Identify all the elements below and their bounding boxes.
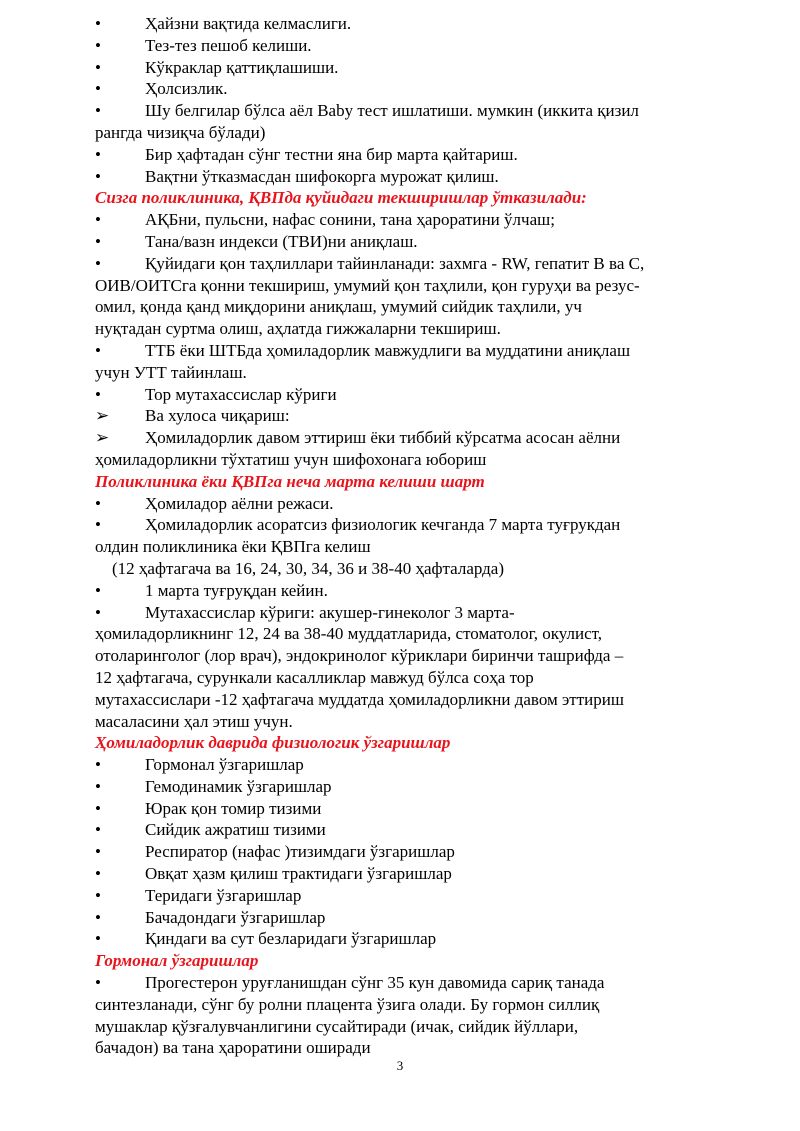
continuation-text: олдин поликлиника ёки ҚВПга келиш	[95, 537, 371, 557]
bullet-text: Теридаги ўзгаришлар	[145, 885, 302, 905]
bullet-text: Ва хулоса чиқариш:	[145, 406, 290, 426]
bullet-icon: •	[95, 340, 101, 360]
bullet-text: Сийдик ажратиш тизими	[145, 820, 326, 840]
continuation-text: синтезланади, сўнг бу ролни плацента ўзига олади. Бу гормон силлиқ	[95, 994, 600, 1014]
continuation-text: нуқтадан суртма олиш, аҳлатда гижжаларни текшириш.	[95, 319, 501, 339]
bullet-icon: •	[95, 515, 101, 535]
bullet-item	[95, 209, 707, 231]
bullet-item	[95, 13, 707, 35]
bullet-item	[95, 253, 707, 275]
bullet-item	[95, 166, 707, 188]
bullet-icon: •	[95, 253, 101, 273]
bullet-text: Кўкраклар қаттиқлашиши.	[145, 57, 339, 77]
bullet-text: Вақтни ўтказмасдан шифокорга мурожат қилиш.	[145, 166, 499, 186]
bullet-item	[95, 57, 707, 79]
continuation-text: рангда чизиқча бўлади)	[95, 122, 266, 142]
bullet-text: Овқат ҳазм қилиш трактидаги ўзгаришлар	[145, 864, 452, 884]
bullet-text: ТТБ ёки ШТБда ҳомиладорлик мавжудлиги ва муддатини аниқлаш	[145, 340, 631, 360]
bullet-icon: •	[95, 35, 101, 55]
continuation-text: учун УТТ тайинлаш.	[95, 362, 247, 382]
bullet-icon: •	[95, 798, 101, 818]
bullet-text: 1 марта туғруқдан кейин.	[145, 580, 328, 600]
continuation-text: мушаклар қўзғалувчанлигини сусайтиради (ичак, сийдик йўллари,	[95, 1016, 579, 1036]
bullet-text: Қиндаги ва сут безларидаги ўзгаришлар	[145, 929, 437, 949]
bullet-icon: •	[95, 973, 101, 993]
bullet-icon: •	[95, 907, 101, 927]
bullet-icon: •	[95, 144, 101, 164]
bullet-icon: •	[95, 14, 101, 33]
bullet-item	[95, 863, 707, 885]
page-number: 3	[396, 1058, 404, 1073]
bullet-item	[95, 35, 707, 57]
bullet-icon: •	[95, 776, 101, 796]
indented-text: (12 ҳафтагача ва 16, 24, 30, 34, 36 и 38-40 ҳафталарда)	[112, 558, 504, 578]
bullet-text: Гормонал ўзгаришлар	[145, 755, 304, 775]
bullet-text: Гемодинамик ўзгаришлар	[145, 776, 332, 796]
bullet-icon: •	[95, 79, 101, 99]
bullet-text: Ҳомиладорлик асоратсиз физиологик кечганда 7 марта туғрукдан	[145, 515, 621, 535]
bullet-item	[95, 493, 707, 515]
bullet-text: Қуйидаги қон таҳлиллари тайинланади: захмга - RW, гепатит В ва С,	[145, 253, 645, 273]
continuation-text: масаласини ҳал этиш учун.	[95, 711, 293, 731]
bullet-item	[95, 776, 707, 798]
bullet-icon: •	[95, 166, 101, 186]
bullet-item	[95, 384, 707, 406]
bullet-item	[95, 754, 707, 776]
bullet-item	[95, 602, 707, 624]
continuation-text: ҳомиладорликнинг 12, 24 ва 38-40 муддатларида, стоматолог, окулист,	[95, 624, 603, 644]
bullet-item	[95, 100, 707, 122]
bullet-text: Тез-тез пешоб келиши.	[145, 35, 312, 55]
bullet-icon: •	[95, 210, 101, 230]
bullet-text: Бир ҳафтадан сўнг тестни яна бир марта қайтариш.	[145, 144, 518, 164]
bullet-icon: •	[95, 929, 101, 949]
arrow-bullet-icon: ➢	[95, 406, 110, 426]
bullet-item	[95, 144, 707, 166]
page-content	[95, 13, 707, 1059]
bullet-item	[95, 928, 707, 950]
bullet-icon: •	[95, 820, 101, 840]
bullet-text: Тор мутахассислар кўриги	[145, 384, 337, 404]
bullet-text: Шу белгилар бўлса аёл Baby тест ишлатиши. мумкин (иккита қизил	[145, 101, 639, 121]
section-heading: Ҳомиладорлик даврида физиологик ўзгаришлар	[95, 733, 451, 753]
bullet-icon: •	[95, 101, 101, 121]
bullet-item	[95, 78, 707, 100]
bullet-icon: •	[95, 864, 101, 884]
bullet-icon: •	[95, 57, 101, 77]
continuation-text: бачадон) ва тана ҳароратини оширади	[95, 1038, 371, 1058]
bullet-item	[95, 514, 707, 536]
bullet-item	[95, 427, 707, 449]
section-heading: Сизга поликлиника, ҚВПда қуйидаги текширишлар ўтказилади:	[95, 188, 587, 208]
bullet-text: АҚБни, пульсни, нафас сонини, тана ҳароратини ўлчаш;	[145, 210, 555, 230]
bullet-icon: •	[95, 580, 101, 600]
continuation-text: ҳомиладорликни тўхтатиш учун шифохонага юбориш	[95, 449, 487, 469]
bullet-text: Ҳолсизлик.	[145, 79, 228, 99]
bullet-item	[95, 907, 707, 929]
continuation-text: омил, қонда қанд миқдорини аниқлаш, умумий сийдик таҳлили, уч	[95, 297, 582, 317]
bullet-item	[95, 885, 707, 907]
bullet-item	[95, 231, 707, 253]
bullet-text: Бачадондаги ўзгаришлар	[145, 907, 326, 927]
bullet-text: Ҳомиладорлик давом эттириш ёки тиббий кўрсатма асосан аёлни	[145, 428, 621, 448]
bullet-item	[95, 972, 707, 994]
continuation-text: мутахассислари -12 ҳафтагача муддатда ҳомиладорликни давом эттириш	[95, 689, 624, 709]
bullet-icon: •	[95, 384, 101, 404]
bullet-text: Мутахассислар кўриги: акушер-гинеколог 3 марта-	[145, 602, 515, 622]
bullet-text: Респиратор (нафас )тизимдаги ўзгаришлар	[145, 842, 455, 862]
bullet-text: Ҳомиладор аёлни режаси.	[145, 493, 334, 513]
bullet-text: Прогестерон уруғланишдан сўнг 35 кун давомида сариқ танада	[145, 973, 605, 993]
section-heading: Поликлиника ёки ҚВПга неча марта келиши шарт	[95, 471, 485, 491]
bullet-text: Ҳайзни вақтида келмаслиги.	[145, 14, 352, 33]
bullet-icon: •	[95, 755, 101, 775]
bullet-item	[95, 819, 707, 841]
bullet-item	[95, 580, 707, 602]
bullet-text: Юрак қон томир тизими	[145, 798, 322, 818]
continuation-text: отоларинголог (лор врач), эндокринолог кўриклари биринчи ташрифда –	[95, 646, 624, 666]
bullet-item	[95, 841, 707, 863]
bullet-text: Тана/вазн индекси (ТВИ)ни аниқлаш.	[145, 231, 418, 251]
bullet-icon: •	[95, 885, 101, 905]
bullet-icon: •	[95, 231, 101, 251]
bullet-item	[95, 340, 707, 362]
arrow-bullet-icon: ➢	[95, 428, 110, 448]
continuation-text: 12 ҳафтагача, сурункали касалликлар мавжуд бўлса соҳа тор	[95, 667, 534, 687]
bullet-icon: •	[95, 602, 101, 622]
bullet-icon: •	[95, 842, 101, 862]
section-heading: Гормонал ўзгаришлар	[95, 951, 259, 971]
bullet-icon: •	[95, 493, 101, 513]
bullet-item	[95, 405, 707, 427]
bullet-item	[95, 798, 707, 820]
continuation-text: ОИВ/ОИТСга қонни текшириш, умумий қон таҳлили, қон гуруҳи ва резус-	[95, 275, 640, 295]
